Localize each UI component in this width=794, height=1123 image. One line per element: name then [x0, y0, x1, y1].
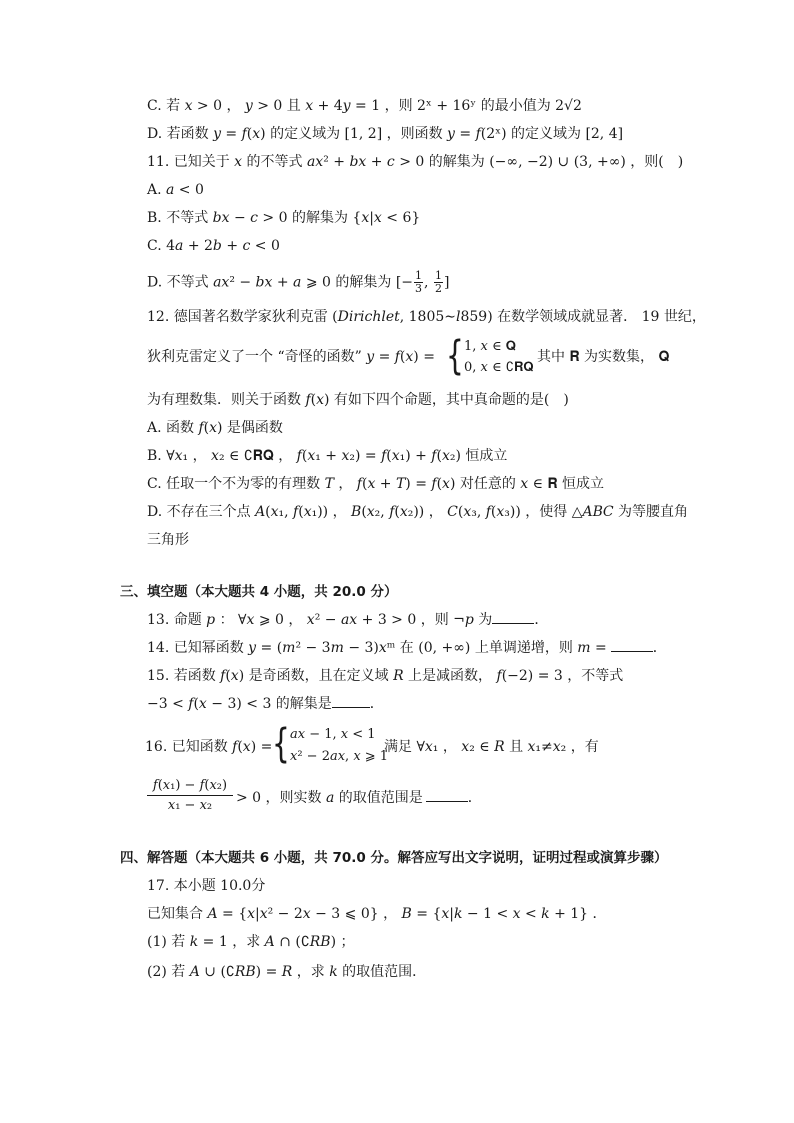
q15-line2 [147, 694, 384, 714]
left-brace-icon: { [446, 333, 464, 379]
q16-line2 [236, 788, 482, 808]
q16-case-2: 𝑥² − 2𝑎𝑥, 𝑥 ⩾ 1 [290, 749, 389, 764]
answer-blank [492, 623, 534, 624]
q11-option-b: B. 不等式 𝑏𝑥 − 𝑐 > 0 的解集为 {𝑥|𝑥 < 6} [147, 210, 421, 226]
q12-option-d: D. 不存在三个点 𝐴(𝑥₁, 𝑓(𝑥₁)) ， 𝐵(𝑥₂, 𝑓(𝑥₂)) ， 𝐶(𝑥₃, 𝑓(𝑥₃)) ，使得 △𝐴𝐵𝐶 为等腰直角 [147, 504, 689, 520]
q12-piecewise [446, 333, 536, 380]
fraction-bar [147, 795, 233, 796]
q16-end: ． [467, 790, 482, 806]
q11-d-frac2 [434, 270, 443, 295]
q13 [147, 610, 548, 630]
q11-d-frac1-num: 1 [415, 269, 423, 282]
q11-d-frac2-num: 1 [434, 269, 442, 282]
q16-case-1: 𝑎𝑥 − 1, 𝑥 < 1 [290, 727, 376, 742]
q12-case-1: 1, 𝑥 ∈ 𝐐 [464, 339, 516, 354]
q11-d-sep: , [424, 274, 433, 291]
q16-piecewise [272, 721, 389, 770]
q17-stem: 已知集合 𝐴 = {𝑥|𝑥² − 2𝑥 − 3 ⩽ 0} ， 𝐵 = {𝑥|𝑘 − 1 < 𝑥 < 𝑘 + 1} ． [147, 906, 607, 922]
q12-option-d-cont: 三角形 [147, 532, 189, 548]
answer-blank [611, 651, 653, 652]
q12-line2-prefix: 狄利克雷定义了一个 “奇怪的函数” 𝑦 = 𝑓(𝑥) = [147, 349, 435, 365]
q14-end: ． [652, 640, 667, 656]
q16-fraction [147, 778, 233, 813]
q11-option-d [147, 270, 449, 295]
q12-option-c: C. 任取一个不为零的有理数 𝑇 ， 𝑓(𝑥 + 𝑇) = 𝑓(𝑥) 对任意的 𝑥 ∈ 𝐑 恒成立 [147, 476, 605, 492]
q16-suffix: 满足 ∀𝑥₁ ， 𝑥₂ ∈ 𝑅 且 𝑥₁≠𝑥₂ ，有 [384, 739, 599, 755]
q10-option-d: D. 若函数 𝑦 = 𝑓(𝑥) 的定义域为 [1, 2] ，则函数 𝑦 = 𝑓(2ˣ) 的定义域为 [2, 4] [147, 126, 624, 142]
q13-end: ． [534, 612, 549, 628]
q11-d-frac2-den: 2 [434, 282, 442, 295]
section-4-heading: 四、解答题（本大题共 6 小题，共 70.0 分。解答应写出文字说明，证明过程或演算步骤） [120, 850, 668, 866]
q11-d-prefix: D. 不等式 𝑎𝑥² − 𝑏𝑥 + 𝑎 ⩾ 0 的解集为 [− [147, 274, 414, 291]
q16-fraction-numerator: 𝑓(𝑥₁) − 𝑓(𝑥₂) [152, 778, 228, 793]
q12-line3: 为有理数集．则关于函数 𝑓(𝑥) 有如下四个命题，其中真命题的是( ) [147, 392, 569, 408]
q16-fraction-denominator: 𝑥₁ − 𝑥₂ [167, 798, 213, 813]
left-brace-icon: { [272, 721, 290, 767]
q14-text: 14. 已知幂函数 𝑦 = (𝑚² − 3𝑚 − 3)𝑥ᵐ 在 (0, +∞) 上单调递增，则 𝑚 = [147, 640, 607, 656]
q15-end: ． [369, 696, 384, 712]
q10-option-c: C. 若 𝑥 > 0 ， 𝑦 > 0 且 𝑥 + 4𝑦 = 1 ，则 2ˣ + 16ʸ 的最小值为 2√2 [147, 98, 582, 114]
q12-option-a: A. 函数 𝑓(𝑥) 是偶函数 [147, 420, 283, 436]
q13-text: 13. 命题 𝑝 ： ∀𝑥 ⩾ 0 ， 𝑥² − 𝑎𝑥 + 3 > 0 ，则 ¬𝑝 为 [147, 612, 493, 628]
answer-blank [332, 707, 370, 708]
q11-d-suffix: ] [443, 274, 450, 291]
q16-prefix: 16. 已知函数 𝑓(𝑥) = [145, 739, 273, 755]
q15-text: −3 < 𝑓(𝑥 − 3) < 3 的解集是 [147, 696, 332, 712]
q11-option-c: C. 4𝑎 + 2𝑏 + 𝑐 < 0 [147, 238, 280, 254]
q17-part-2: (2) 若 𝐴 ∪ (∁𝑅𝐵) = 𝑅 ，求 𝑘 的取值范围． [147, 964, 427, 980]
section-3-heading: 三、填空题（本大题共 4 小题，共 20.0 分） [120, 584, 398, 600]
q14 [147, 638, 667, 658]
q12-option-b: B. ∀𝑥₁ ， 𝑥₂ ∈ ∁𝐑𝐐 ， 𝑓(𝑥₁ + 𝑥₂) = 𝑓(𝑥₁) + 𝑓(𝑥₂) 恒成立 [147, 448, 508, 464]
q12-line2-suffix: 其中 𝐑 为实数集， 𝐐 [537, 349, 670, 365]
q11-stem: 11. 已知关于 𝑥 的不等式 𝑎𝑥² + 𝑏𝑥 + 𝑐 > 0 的解集为 (−∞, −2) ∪ (3, +∞) ，则( ) [147, 154, 684, 170]
answer-blank [426, 801, 468, 802]
q11-d-frac1-den: 3 [415, 282, 423, 295]
q11-option-a: A. 𝑎 < 0 [147, 182, 204, 198]
q12-line1: 12. 德国著名数学家狄利克雷 (𝐷𝑖𝑟𝑖𝑐ℎ𝑙𝑒𝑡, 1805∼𝑙859) 在数学领域成就显著． 19 世纪， [147, 309, 706, 325]
q12-case-2: 0, 𝑥 ∈ ∁𝐑𝐐 [464, 360, 534, 375]
q16-line2-text: > 0 ，则实数 𝑎 的取值范围是 [236, 790, 423, 806]
q17-part-1: (1) 若 𝑘 = 1 ，求 𝐴 ∩ (∁𝑅𝐵) ； [147, 934, 355, 950]
q11-d-frac1 [414, 270, 423, 295]
q17-title: 17. 本小题 10.0分 [147, 878, 266, 894]
q15-line1: 15. 若函数 𝑓(𝑥) 是奇函数，且在定义域 𝑅 上是减函数， 𝑓(−2) = 3 ，不等式 [147, 668, 624, 684]
